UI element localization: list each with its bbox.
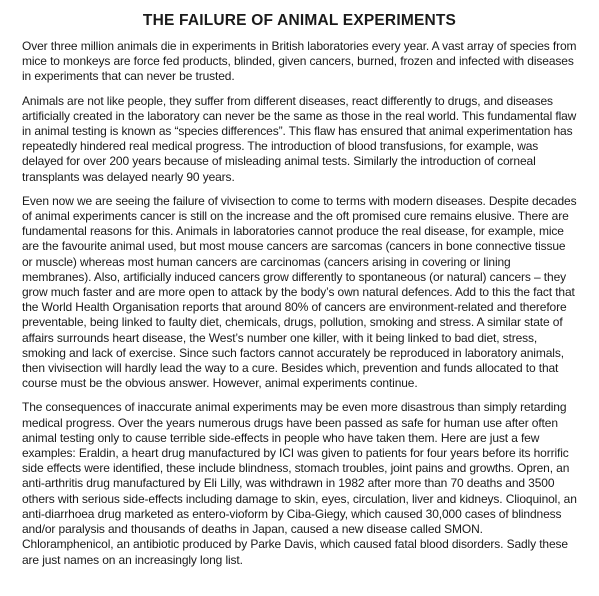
document-title: THE FAILURE OF ANIMAL EXPERIMENTS bbox=[142, 12, 457, 29]
paragraph-drug-side-effects: The consequences of inaccurate animal experiments may be even more disastrous than simply retarding medical progress. Over the years numerous drugs have been passed as safe for human use after often animal testing only to cause terrible side-effects in people who have taken them. Here are just a few examples: Eraldin, a heart drug manufactured by ICI was given to patients for four years before its horrific side effects were identified, these include blindness, stomach troubles, joint pains and growths. Opren, an anti-arthritis drug manufactured by Eli Lilly, was withdrawn in 1982 after more than 70 deaths and 3500 others with serious side-effects including damage to skin, eyes, circulation, liver and kidneys. Clioquinol, an anti-diarrhoea drug marketed as entero-vioform by Ciba-Giegy, which caused 30,000 cases of blindness and/or paralysis and thousands of deaths in Japan, caused a new disease called SMON. Chloramphenicol, an antibiotic produced by Parke Davis, which caused fatal blood disorders. Sadly these are just names on an increasingly long list. bbox=[22, 400, 577, 567]
paragraph-intro: Over three million animals die in experiments in British laboratories every year. A vast array of species from mice to monkeys are force fed products, blinded, given cancers, burned, frozen and infected with diseases in experiments that can never be trusted. bbox=[22, 39, 577, 84]
paragraph-species-differences: Animals are not like people, they suffer from different diseases, react differently to drugs, and diseases artificially created in the laboratory can never be the same as those in the real world. This fundamental flaw in animal testing is known as “species differences”. This flaw has ensured that animal experimentation has repeatedly hindered real medical progress. The introduction of blood transfusions, for example, was delayed for over 200 years because of misleading animal tests. Similarly the introduction of corneal transplants was delayed nearly 90 years. bbox=[22, 93, 577, 184]
paragraph-cancer-research: Even now we are seeing the failure of vivisection to come to terms with modern diseases. Despite decades of animal experiments cancer is still on the increase and the oft promised cure remains elusive. There are fundamental reasons for this. Animals in laboratories cannot produce the real disease, for example, mice are the favourite animal used, but most mouse cancers are sarcomas (cancers in bone connective tissue or muscle) whereas most human cancers are carcinomas (cancers arising in covering or lining membranes). Also, artificially induced cancers grow differently to spontaneous (or natural) cancers – they grow much faster and are more open to attack by the body’s own natural defences. Add to this the fact that the World Health Organisation reports that around 80% of cancers are environment-related and therefore preventable, being linked to faulty diet, chemicals, drugs, pollution, smoking and stress. A similar state of affairs surrounds heart disease, the West’s number one killer, with it being linked to bad diet, stress, smoking and lack of exercise. Since such factors cannot accurately be reproduced in laboratory animals, then vivisection will hardly lead the way to a cure. Besides which, prevention and funds allocated to that course must be the obvious answer. However, animal experiments continue. bbox=[22, 193, 577, 391]
